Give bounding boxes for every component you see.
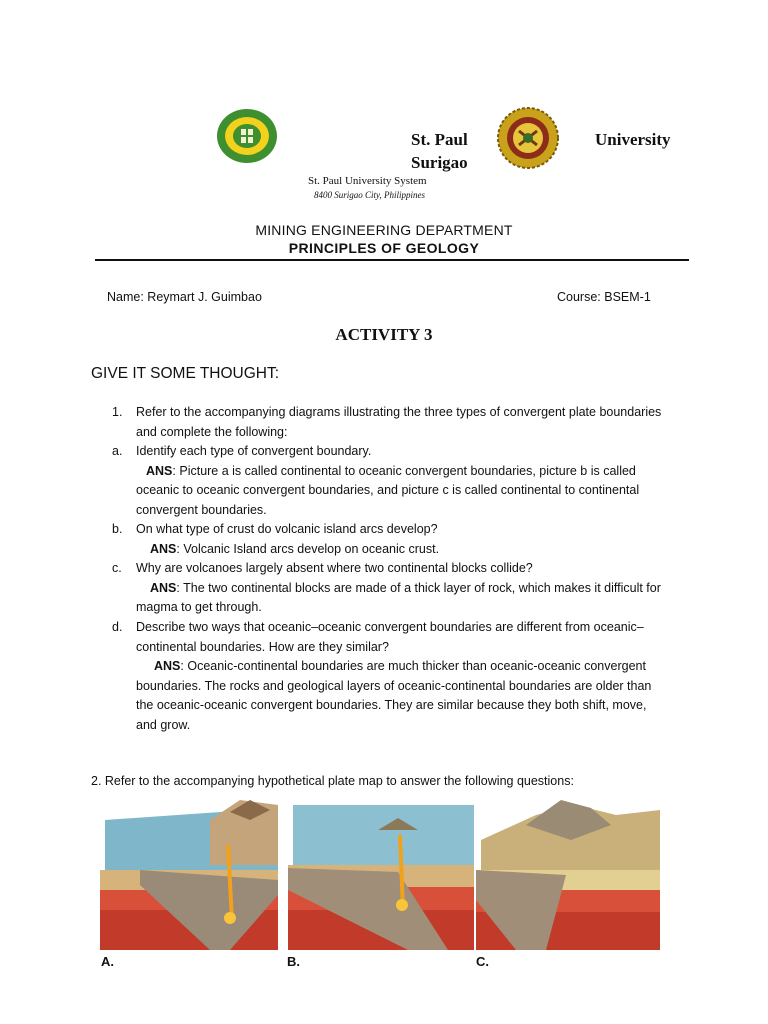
answer-1b-label: ANS [150, 541, 177, 556]
answer-1b-text: : Volcanic Island arcs develop on oceanic crust. [176, 541, 440, 556]
question-1b-text: On what type of crust do volcanic island arcs develop? [136, 522, 438, 536]
question-1a-text: Identify each type of convergent boundary. [136, 444, 372, 458]
question-1d-text: Describe two ways that oceanic–oceanic convergent boundaries are different from oceanic– continental boundaries. How are they similar? [136, 620, 644, 654]
student-course: Course: BSEM-1 [557, 290, 651, 304]
question-1 [112, 403, 666, 442]
answer-1d-text: : Oceanic-continental boundaries are much thicker than oceanic-oceanic convergent boundaries. The rocks and geological layers of oceanic-continental boundaries are older than the oceanic-oceanic convergent boundaries. They are similar because they both shift, move, and grow. [136, 659, 652, 732]
answer-1a-label: ANS [146, 463, 173, 478]
question-1c-text: Why are volcanoes largely absent where two continental blocks collide? [136, 561, 533, 575]
question-2-text: 2. Refer to the accompanying hypothetical plate map to answer the following questions: [91, 774, 574, 788]
university-address: 8400 Surigao City, Philippines [314, 190, 426, 200]
question-1d [112, 618, 666, 736]
question-1c [112, 559, 666, 618]
answer-1a-text: : Picture a is called continental to oceanic convergent boundaries, picture b is called oceanic to oceanic convergent boundaries, and picture c is called continental to continental convergent boundaries. [136, 463, 640, 517]
section-title: GIVE IT SOME THOUGHT: [91, 365, 280, 382]
answer-1b [136, 540, 666, 560]
activity-title: ACTIVITY 3 [335, 325, 433, 344]
question-1c-marker: c. [112, 561, 122, 575]
university-name-st-paul: St. Paul [411, 130, 468, 149]
university-name-university: University [595, 130, 671, 149]
header-divider [95, 259, 689, 261]
diagram-b-oceanic-oceanic [288, 800, 474, 950]
question-1d-marker: d. [112, 620, 123, 634]
question-1-number: 1. [112, 405, 123, 419]
university-name-surigao: Surigao [411, 153, 468, 172]
question-1b-marker: b. [112, 522, 123, 536]
diagram-label-c: C. [476, 954, 489, 969]
subject-title: PRINCIPLES OF GEOLOGY [288, 240, 480, 256]
question-1b [112, 520, 666, 559]
university-system: St. Paul University System [308, 175, 427, 187]
answer-1c [136, 579, 666, 618]
mining-department-seal-logo [497, 107, 559, 169]
diagram-label-b: B. [287, 954, 300, 969]
diagram-label-a: A. [101, 954, 114, 969]
answer-1d-label: ANS [154, 659, 181, 674]
diagram-c-continental-continental [476, 800, 660, 950]
answer-1c-text: : The two continental blocks are made of a thick layer of rock, which makes it difficult for magma to get through. [136, 580, 661, 615]
student-name: Name: Reymart J. Guimbao [107, 290, 262, 304]
question-1a [112, 442, 666, 520]
spu-seal-logo [216, 108, 278, 164]
diagram-a-continental-oceanic [100, 800, 278, 950]
department-name: MINING ENGINEERING DEPARTMENT [255, 222, 513, 238]
question-1a-marker: a. [112, 444, 123, 458]
answer-1d [136, 657, 666, 735]
answer-1c-label: ANS [150, 580, 177, 595]
answer-1a [136, 462, 666, 521]
question-1-text: Refer to the accompanying diagrams illustrating the three types of convergent plate boundaries and complete the following: [136, 405, 662, 439]
